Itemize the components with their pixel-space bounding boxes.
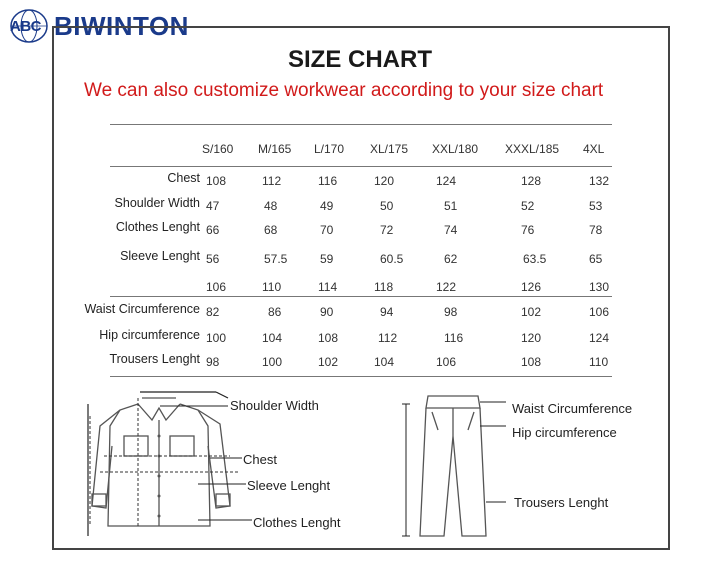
table-cell: 126 [521, 280, 542, 294]
row-label: Trousers Lenght [109, 352, 200, 366]
table-cell: 104 [374, 355, 395, 369]
table-cell: 56 [206, 252, 220, 266]
size-header: XXXL/185 [505, 142, 560, 156]
pants-diagram [398, 390, 508, 540]
table-mid-rule [110, 296, 612, 297]
row-label: Clothes Lenght [115, 220, 200, 234]
table-cell: 62 [444, 252, 458, 266]
subtitle: We can also customize workwear according to your size chart [84, 80, 604, 101]
table-cell: 59 [320, 252, 334, 266]
table-cell: 108 [206, 174, 227, 188]
table-cell: 116 [444, 331, 464, 345]
table-cell: 106 [589, 305, 610, 319]
table-cell: 106 [206, 280, 227, 294]
table-cell: 124 [589, 331, 610, 345]
table-cell: 74 [444, 223, 458, 237]
table-cell: 47 [206, 199, 220, 213]
table-cell: 86 [268, 305, 282, 319]
table-cell: 104 [262, 331, 283, 345]
table-cell: 102 [318, 355, 339, 369]
brand-abc: ABC [10, 18, 41, 35]
row-label: Chest [167, 171, 200, 185]
table-cell: 76 [521, 223, 535, 237]
table-cell: 100 [262, 355, 283, 369]
table-cell: 118 [374, 280, 394, 294]
table-cell: 50 [380, 199, 394, 213]
table-cell: 112 [378, 331, 398, 345]
table-top-rule [110, 124, 612, 125]
table-cell: 51 [444, 199, 458, 213]
table-cell: 120 [521, 331, 542, 345]
table-cell: 120 [374, 174, 395, 188]
table-cell: 90 [320, 305, 334, 319]
table-cell: 110 [262, 280, 282, 294]
table-cell: 114 [318, 280, 338, 294]
label-chest: Chest [243, 452, 277, 467]
table-cell: 130 [589, 280, 610, 294]
page-title: SIZE CHART [288, 46, 432, 73]
label-hip: Hip circumference [512, 425, 617, 440]
table-cell: 98 [206, 355, 220, 369]
row-label: Hip circumference [99, 328, 200, 342]
size-header: 4XL [583, 142, 605, 156]
table-cell: 49 [320, 199, 334, 213]
label-clothes-length: Clothes Lenght [253, 515, 341, 530]
size-header: M/165 [258, 142, 292, 156]
table-cell: 116 [318, 174, 338, 188]
table-cell: 102 [521, 305, 542, 319]
table-cell: 106 [436, 355, 457, 369]
row-label: Sleeve Lenght [120, 249, 200, 263]
table-cell: 68 [264, 223, 278, 237]
table-cell: 60.5 [380, 252, 404, 266]
table-cell: 72 [380, 223, 394, 237]
label-waist: Waist Circumference [512, 401, 633, 416]
size-header: L/170 [314, 142, 345, 156]
table-cell: 124 [436, 174, 457, 188]
table-cell: 52 [521, 199, 535, 213]
table-cell: 112 [262, 174, 282, 188]
table-cell: 98 [444, 305, 458, 319]
table-cell: 128 [521, 174, 542, 188]
table-cell: 53 [589, 199, 603, 213]
table-bottom-rule [110, 376, 612, 377]
table-cell: 66 [206, 223, 220, 237]
table-cell: 122 [436, 280, 457, 294]
table-cell: 70 [320, 223, 334, 237]
row-label: Waist Circumference [84, 302, 200, 316]
label-sleeve-length: Sleeve Lenght [247, 478, 331, 493]
table-cell: 94 [380, 305, 394, 319]
size-header: XL/175 [370, 142, 409, 156]
label-trousers-length: Trousers Lenght [514, 495, 609, 510]
table-cell: 48 [264, 199, 278, 213]
label-shoulder-width: Shoulder Width [230, 398, 319, 413]
size-header: S/160 [202, 142, 234, 156]
table-cell: 78 [589, 223, 603, 237]
shirt-leader-lines [150, 400, 260, 530]
row-label: Shoulder Width [114, 196, 200, 210]
table-cell: 108 [318, 331, 339, 345]
table-cell: 82 [206, 305, 220, 319]
table-cell: 65 [589, 252, 603, 266]
table-cell: 100 [206, 331, 227, 345]
table-cell: 108 [521, 355, 542, 369]
table-cell: 63.5 [523, 252, 547, 266]
table-cell: 132 [589, 174, 610, 188]
table-cell: 57.5 [264, 252, 288, 266]
table-header-rule [110, 166, 612, 167]
table-cell: 110 [589, 355, 609, 369]
globe-icon [8, 8, 50, 44]
size-header: XXL/180 [432, 142, 479, 156]
brand-name: BIWINTON [54, 10, 189, 41]
